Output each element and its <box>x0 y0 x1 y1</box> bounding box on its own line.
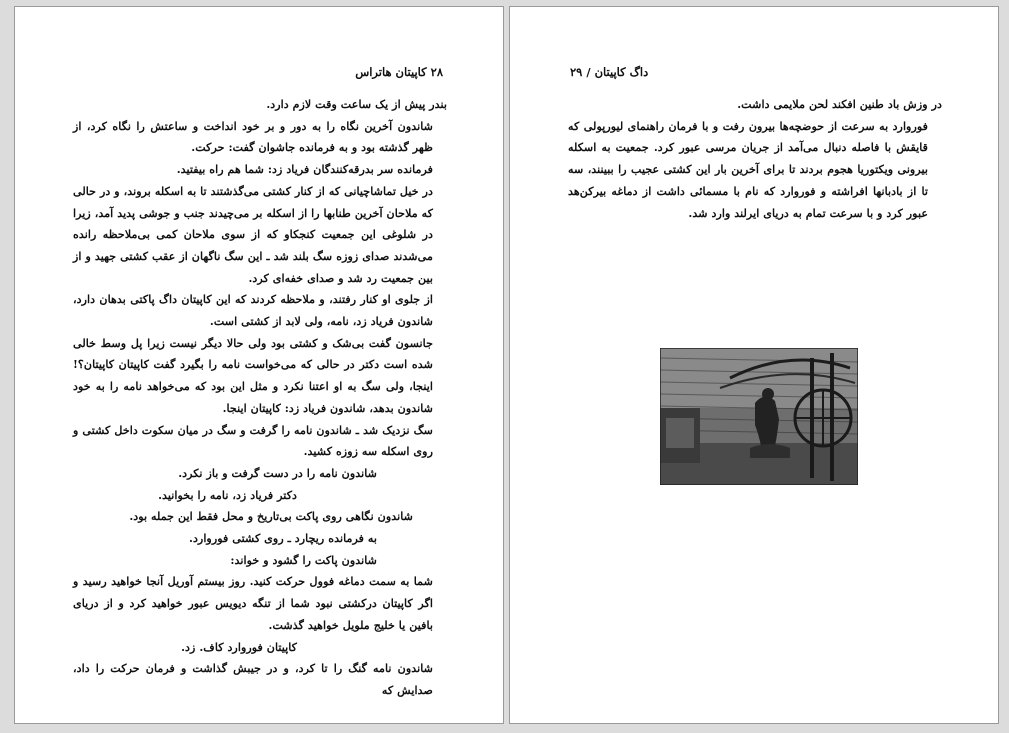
paragraph: در خیل تماشاچیانی که از کنار کشتی می‌گذشتند تا به اسکله بروند، و در حالی که ملاحان آخرین طنابها را از اسکله بر می‌چیدند جنب و جوشی پدید آمد، زیرا در شلوغی این جمعیت کنجکاو که از سوی ملاحان کمی بی‌ملاحظه رانده می‌شدند صدای زوزه سگ بلند شد ـ این سگ ناگهان از عقب کشتی جهید و از بین جمعیت رد شد و صدای خفه‌ای کرد. <box>73 183 433 285</box>
paragraph: به فرمانده ریچارد ـ روی کشتی فوروارد. <box>189 531 377 546</box>
right-page <box>509 6 999 724</box>
paragraph: سگ نزدیک شد ـ شاندون نامه را گرفت و سگ در میان سکوت داخل کشتی و روی اسکله سه زوزه کشید. <box>73 422 433 459</box>
paragraph: دکتر فریاد زد، نامه را بخوانید. <box>158 487 297 502</box>
page-header-left: ۲۸ کاپیتان هاتراس <box>355 65 443 79</box>
paragraph: از جلوی او کنار رفتند، و ملاحظه کردند که این کاپیتان داگ پاکتی بدهان دارد، شاندون فریاد زد، نامه، ولی لابد از کشتی است. <box>73 292 433 329</box>
paragraph: شاندون نگاهی روی پاکت بی‌تاریخ و محل فقط این جمله بود. <box>129 509 413 524</box>
paragraph: در وزش باد طنین افکند لحن ملایمی داشت. <box>737 97 942 111</box>
ship-deck-engraving <box>660 348 858 485</box>
paragraph: جانسون گفت بی‌شک و کشتی بود ولی حالا دیگر نیست زیرا پل وسط خالی شده است دکتر در حالی که می‌خواست نامه را بگیرد گفت کاپیتان کاپیتان؟! اینجا، ولی سگ به او اعتنا نکرد و مثل این بود که می‌خواهد نامه را به خود شاندون بدهد، شاندون فریاد زد: کاپیتان اینجا. <box>73 335 433 415</box>
paragraph: شاندون نامه گنگ را تا کرد، و در جیبش گذاشت و فرمان حرکت را داد، صدایش که <box>73 661 433 697</box>
right-page-text <box>568 94 942 224</box>
paragraph: فرمانده سر بدرقه‌کنندگان فریاد زد: شما هم راه بیفتید. <box>176 162 433 177</box>
paragraph: شاندون نامه را در دست گرفت و باز نکرد. <box>178 465 377 480</box>
paragraph: فوروارد به سرعت از حوضچه‌ها بیرون رفت و با فرمان راهنمای لیورپولی که قایقش با فاصله دنبال می‌آمد از جریان مرسی عبور کرد. جمعیت به اسکله بیرونی ویکتوریا هجوم بردند تا برای آخرین بار این کشتی عجیب را ببینند، سه تا از بادبانها افراشته و فوروارد که نام با مسمائی داشت از دماغه بیرکن‌هد عبور کرد و با سرعت تمام به دریای ایرلند وارد شد. <box>568 118 928 220</box>
page-header-right: داگ کاپیتان / ۲۹ <box>570 65 649 79</box>
left-page <box>14 6 504 724</box>
paragraph: شما به سمت دماغه فوول حرکت کنید. روز بیستم آوریل آنجا خواهید رسید و اگر کاپیتان درکشتی نبود شما از تنگه دیویس عبور خواهید کرد و از دریای بافین یا خلیج ملویل خواهید گذشت. <box>73 574 433 632</box>
paragraph: کاپیتان فوروارد کاف. زد. <box>181 639 297 654</box>
paragraph: شاندون پاکت را گشود و خواند: <box>230 552 377 567</box>
left-page-text <box>73 94 447 702</box>
paragraph: شاندون آخرین نگاه را به دور و بر خود انداخت و ساعتش را نگاه کرد، از ظهر گذشته بود و به فرمانده جاشوان گفت: حرکت. <box>73 118 433 155</box>
paragraph: بندر پیش از یک ساعت وقت لازم دارد. <box>266 97 447 111</box>
